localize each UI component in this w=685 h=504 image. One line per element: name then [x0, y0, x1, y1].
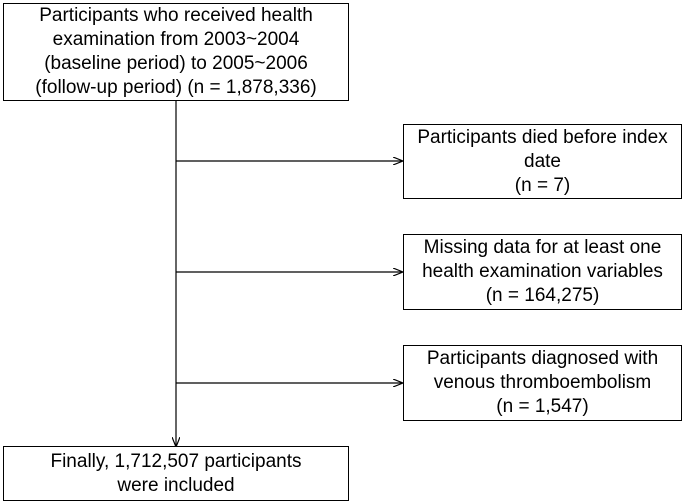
exclusion-3-line-1: Participants diagnosed with — [426, 348, 659, 369]
exclusion-box-missing-data — [403, 234, 682, 310]
start-box-line-1: Participants who received health — [39, 5, 313, 26]
exclusion-3-line-2: venous thromboembolism — [433, 372, 652, 393]
exclusion-1-line-1: Participants died before index — [417, 126, 668, 148]
exclusion-2-line-1: Missing data for at least one — [423, 237, 662, 258]
start-box-line-3: (baseline period) to 2005~2006 — [44, 53, 308, 74]
exclusion-3-line-3: (n = 1,547) — [496, 396, 589, 417]
exclusion-1-line-3: (n = 7) — [514, 174, 571, 196]
final-box-line-2: were included — [117, 474, 235, 496]
exclusion-1-line-2: date — [524, 150, 561, 172]
exclusion-box-vte — [403, 345, 682, 421]
exclusion-box-died — [403, 124, 682, 199]
start-population-box — [3, 3, 349, 101]
final-box-line-1: Finally, 1,712,507 participants — [50, 450, 302, 472]
start-box-line-2: examination from 2003~2004 — [52, 29, 300, 50]
exclusion-2-line-2: health examination variables — [422, 261, 663, 282]
start-box-line-4: (follow-up period) (n = 1,878,336) — [35, 77, 317, 98]
exclusion-2-line-3: (n = 164,275) — [485, 285, 600, 306]
final-population-box — [3, 446, 349, 501]
